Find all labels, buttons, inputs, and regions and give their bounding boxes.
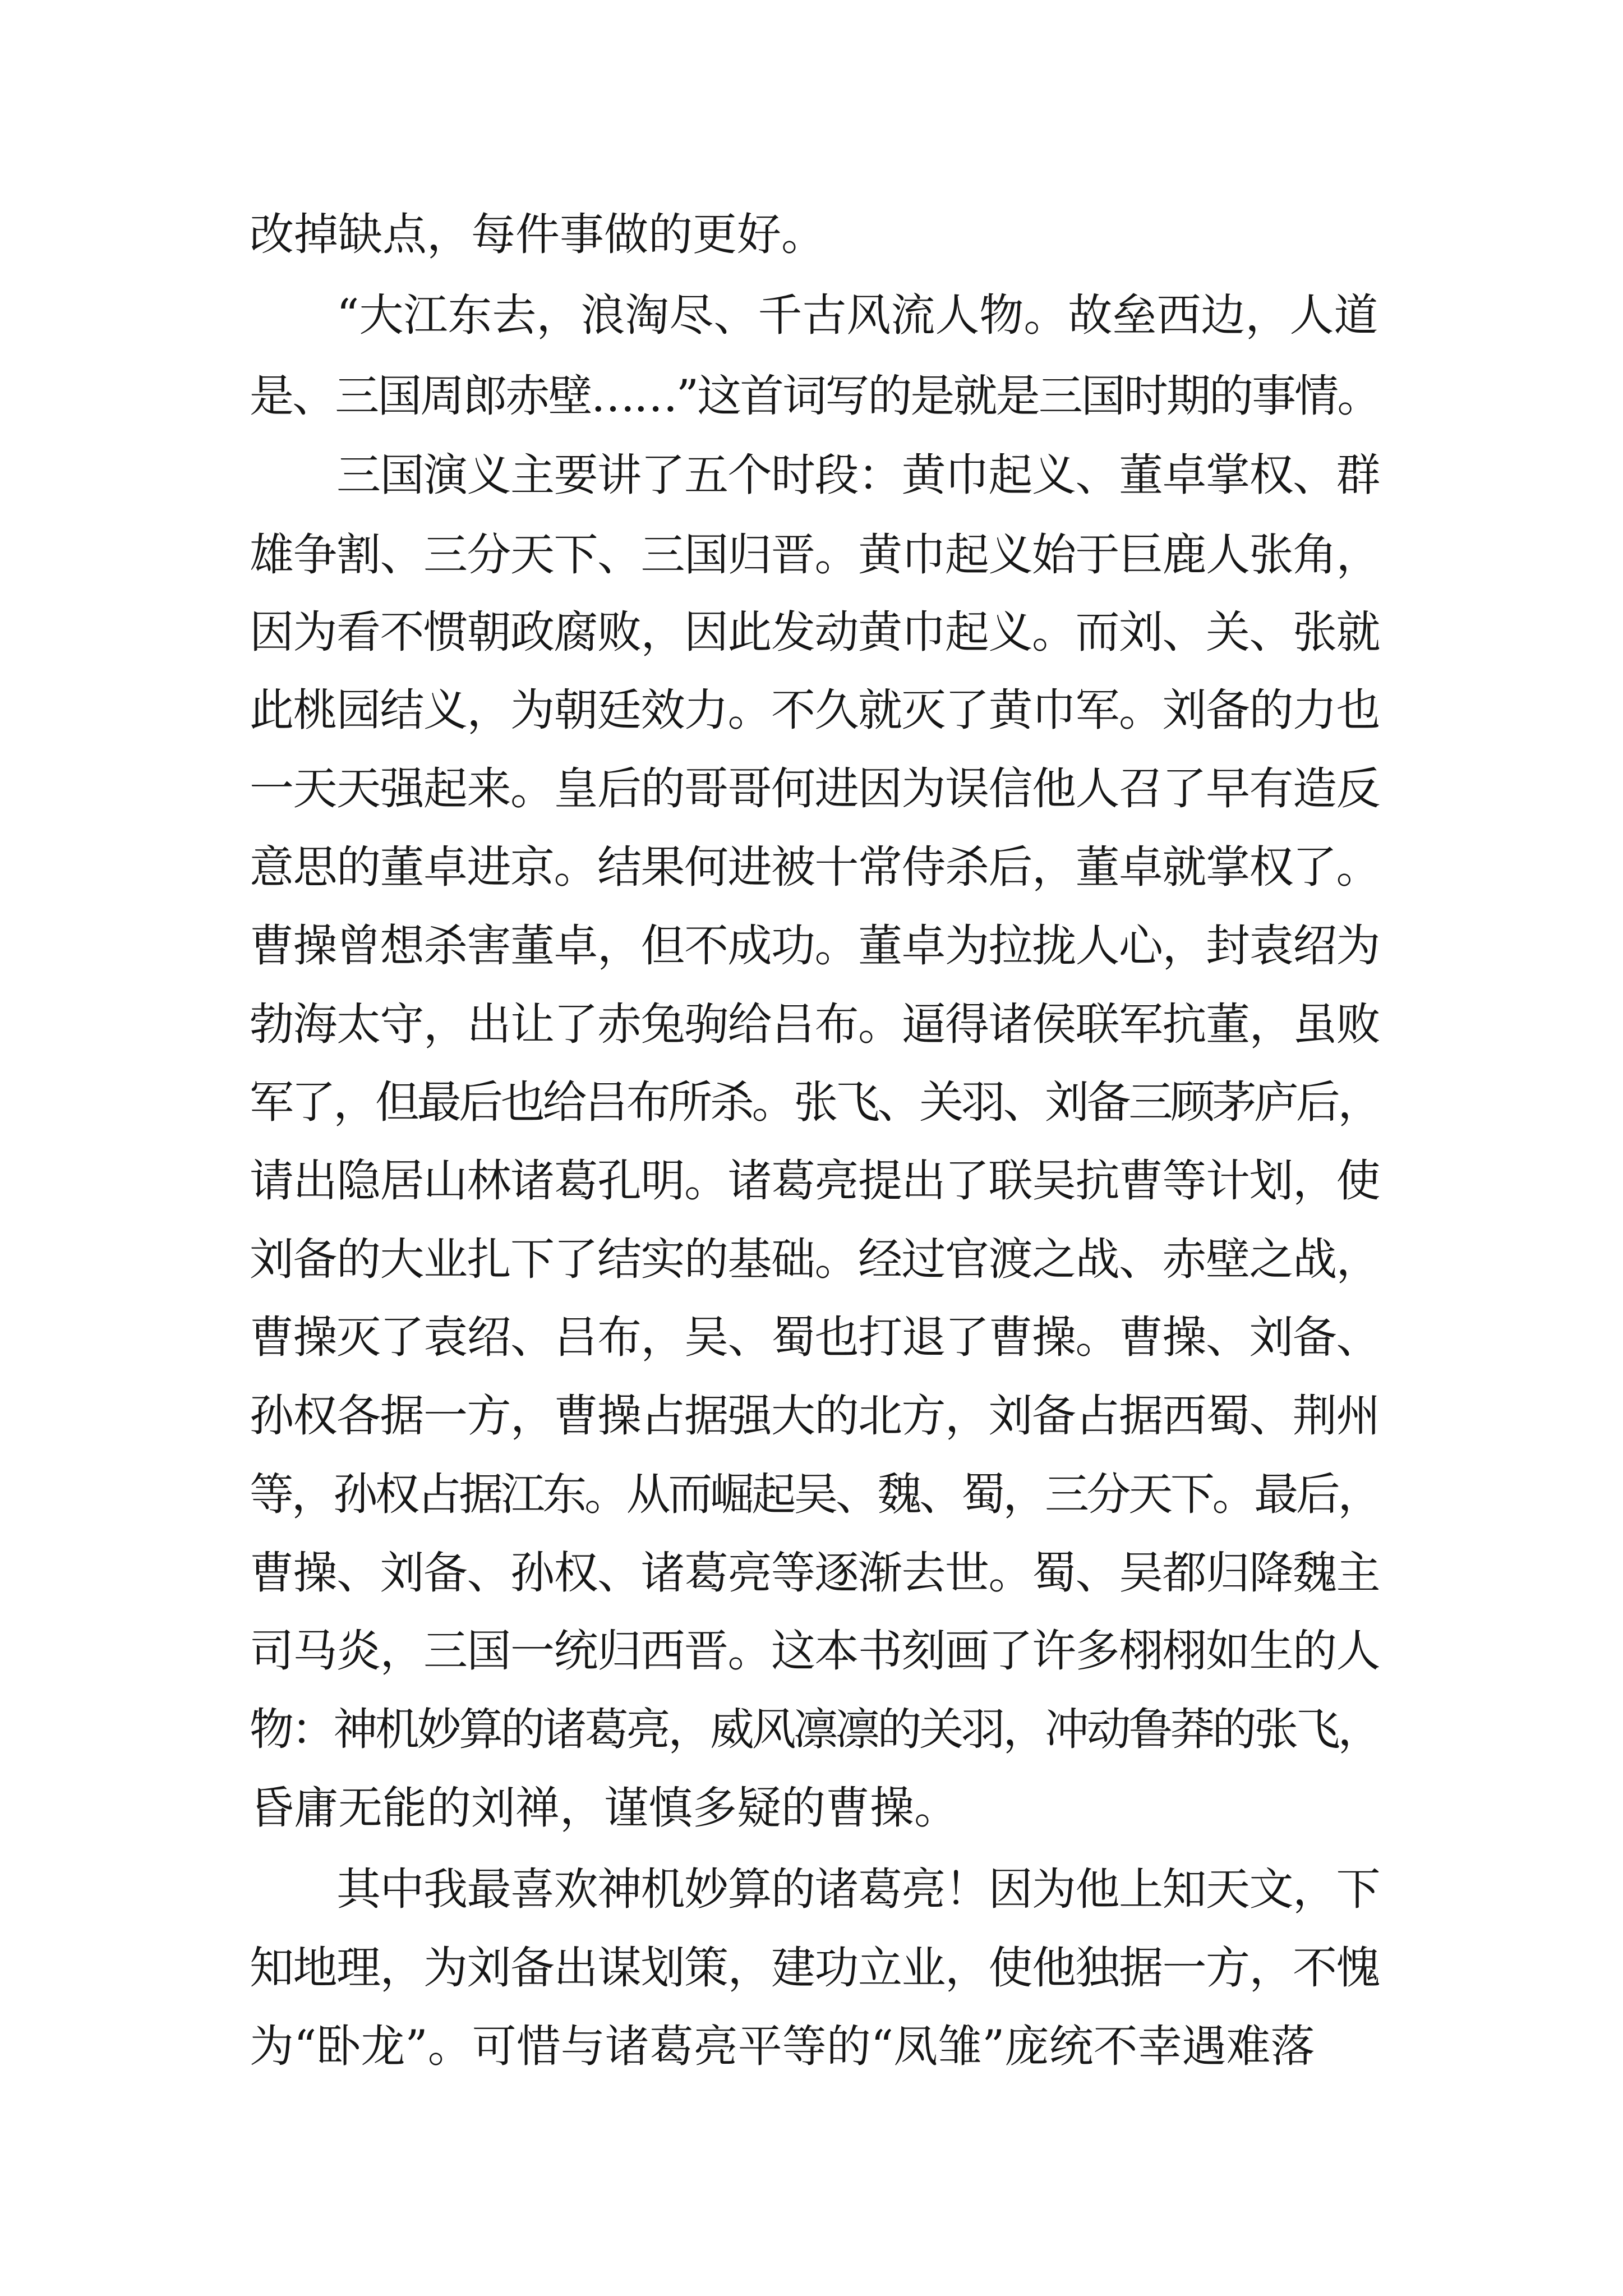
- text-line-17: 等，孙权占据江东。从而崛起吴、魏、蜀，三分天下。最后，: [250, 1469, 1380, 1520]
- text-line-5: 雄争割、三分天下、三国归晋。黄巾起义始于巨鹿人张角，: [250, 529, 1380, 581]
- text-line-13: 请出隐居山林诸葛孔明。诸葛亮提出了联吴抗曹等计划，使: [250, 1155, 1380, 1207]
- text-line-22: 其中我最喜欢神机妙算的诸葛亮！因为他上知天文，下: [336, 1864, 1380, 1915]
- text-line-2: “大江东去，浪淘尽、千古风流人物。故垒西边，人道: [336, 289, 1378, 341]
- text-line-14: 刘备的大业扎下了结实的基础。经过官渡之战、赤壁之战，: [250, 1234, 1380, 1285]
- text-line-7: 此桃园结义，为朝廷效力。不久就灭了黄巾军。刘备的力也: [250, 684, 1380, 736]
- text-line-16: 孙权各据一方，曹操占据强大的北方，刘备占据西蜀、荆州: [250, 1390, 1380, 1442]
- text-line-9: 意思的董卓进京。结果何进被十常侍杀后，董卓就掌权了。: [250, 841, 1380, 893]
- text-line-24: 为“卧龙”。可惜与诸葛亮平等的“凤雏”庞统不幸遇难落: [250, 2021, 1315, 2072]
- text-line-12: 军了，但最后也给吕布所杀。张飞、关羽、刘备三顾茅庐后，: [250, 1076, 1380, 1128]
- text-line-21: 昏庸无能的刘禅，谨慎多疑的曹操。: [250, 1782, 958, 1834]
- text-line-15: 曹操灭了袁绍、吕布，吴、蜀也打退了曹操。曹操、刘备、: [250, 1312, 1380, 1363]
- text-line-1: 改掉缺点，每件事做的更好。: [250, 209, 826, 260]
- text-line-20: 物：神机妙算的诸葛亮，威风凛凛的关羽，冲动鲁莽的张飞，: [250, 1704, 1380, 1755]
- text-line-11: 勃海太守，出让了赤兔驹给吕布。逼得诸侯联军抗董，虽败: [250, 999, 1380, 1050]
- text-line-8: 一天天强起来。皇后的哥哥何进因为误信他人召了早有造反: [250, 763, 1380, 815]
- text-line-18: 曹操、刘备、孙权、诸葛亮等逐渐去世。蜀、吴都归降魏主: [250, 1547, 1380, 1599]
- text-line-3: 是、三国周郎赤壁……”这首词写的是就是三国时期的事情。: [250, 370, 1380, 422]
- text-line-4: 三国演义主要讲了五个时段：黄巾起义、董卓掌权、群: [336, 449, 1380, 501]
- text-line-6: 因为看不惯朝政腐败，因此发动黄巾起义。而刘、关、张就: [250, 606, 1380, 658]
- text-line-23: 知地理，为刘备出谋划策，建功立业，使他独据一方，不愧: [250, 1942, 1380, 1994]
- text-line-10: 曹操曾想杀害董卓，但不成功。董卓为拉拢人心，封袁绍为: [250, 920, 1380, 972]
- text-line-19: 司马炎，三国一统归西晋。这本书刻画了许多栩栩如生的人: [250, 1625, 1380, 1677]
